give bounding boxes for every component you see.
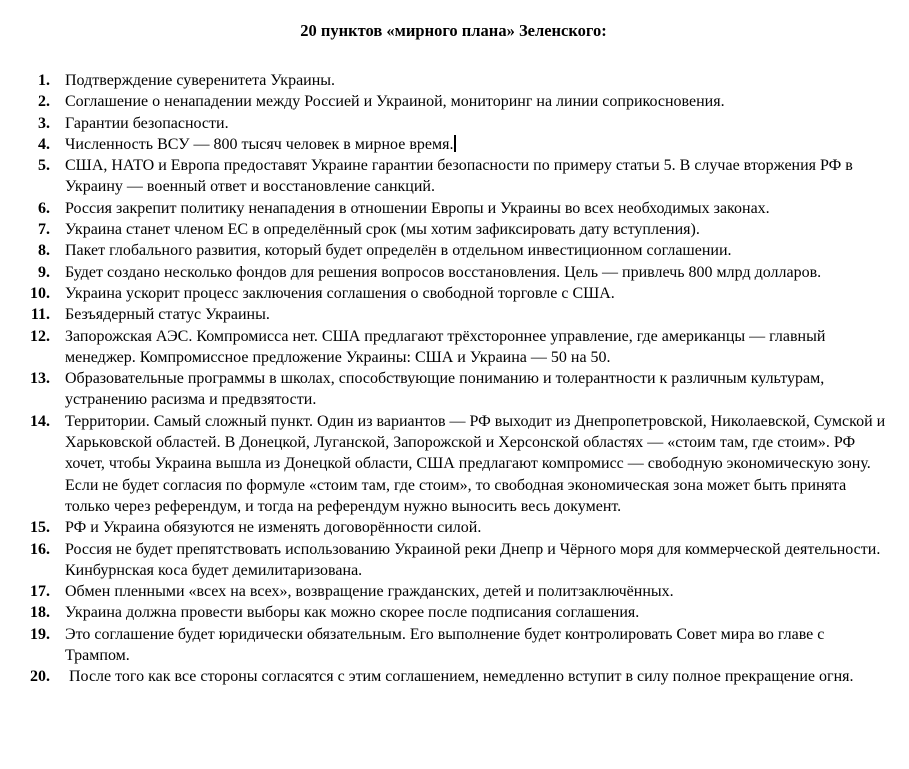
item-number: 15.	[30, 519, 50, 537]
item-number: 9.	[38, 263, 50, 281]
item-text[interactable]: Обмен пленными «всех на всех», возвращение гражданских, детей и политзаключённых.	[65, 583, 674, 601]
item-number: 7.	[38, 221, 50, 239]
document-title[interactable]: 20 пунктов «мирного плана» Зеленского:	[300, 21, 607, 40]
list-item	[20, 155, 887, 198]
item-text[interactable]: Запорожская АЭС. Компромисса нет. США предлагают трёхстороннее управление, где американцы — главный менеджер. Компромиссное предложение Украины: США и Украина — 50 на 50.	[65, 327, 830, 366]
item-text[interactable]: Это соглашение будет юридически обязательным. Его выполнение будет контролировать Совет мира во главе с Трампом.	[65, 625, 829, 665]
list-item	[20, 326, 887, 369]
item-number: 20.	[30, 668, 50, 686]
item-number: 18.	[30, 604, 50, 622]
item-text[interactable]: Образовательные программы в школах, способствующие пониманию и толерантности к различным культурам, устранению расизма и предвзятости.	[65, 370, 829, 409]
text-cursor	[454, 135, 456, 152]
list-item	[20, 602, 887, 623]
item-text[interactable]: Украина ускорит процесс заключения соглашения о свободной торговле с США.	[65, 284, 615, 302]
list-item	[20, 283, 887, 304]
item-text[interactable]: Подтверждение суверенитета Украины.	[65, 72, 336, 89]
list-item	[20, 581, 887, 602]
item-text[interactable]: Соглашение о ненападении между Россией и Украиной, мониторинг на линии соприкосновения.	[65, 93, 725, 111]
item-number: 1.	[38, 72, 50, 89]
item-text[interactable]: Гарантии безопасности.	[65, 114, 229, 132]
list-item	[20, 368, 887, 411]
list-item	[20, 91, 887, 112]
item-text[interactable]: Украина должна провести выборы как можно скорее после подписания соглашения.	[65, 604, 640, 622]
list-item	[20, 539, 887, 582]
item-text[interactable]: Безъядерный статус Украины.	[65, 306, 270, 324]
list-item	[20, 219, 887, 240]
item-number: 16.	[30, 540, 50, 558]
item-text[interactable]: США, НАТО и Европа предоставят Украине гарантии безопасности по примеру статьи 5. В случае вторжения РФ в Украину — военный ответ и восстановление санкций.	[65, 157, 857, 196]
item-number: 5.	[38, 157, 50, 175]
item-number: 8.	[38, 242, 50, 260]
item-number: 17.	[30, 583, 50, 601]
item-text[interactable]: Территории. Самый сложный пункт. Один из вариантов — РФ выходит из Днепропетровской, Николаевской, Сумской и Харьковской областей. В Донецкой, Луганской, Запорожской и Херсонской областях — «стоим там, где стоим». РФ хочет, чтобы Украина вышла из Донецкой области, США предлагают компромисс — свободную экономическую зону. Если не будет согласия по формуле «стоим там, где стоим», то свободная экономическая зона может быть принята только через референдум, и тогда на референдум нужно выносить весь документ.	[65, 412, 890, 515]
list-item	[20, 134, 887, 155]
list-item	[20, 198, 887, 219]
list-item	[20, 624, 887, 667]
item-number: 6.	[38, 199, 50, 217]
list-item	[20, 304, 887, 325]
item-number: 19.	[30, 625, 50, 643]
list-item	[20, 517, 887, 538]
item-number: 4.	[38, 135, 50, 153]
item-number: 12.	[30, 327, 50, 345]
item-number: 10.	[30, 284, 50, 302]
item-number: 3.	[38, 114, 50, 132]
item-text[interactable]: Украина станет членом ЕС в определённый срок (мы хотим зафиксировать дату вступления).	[65, 221, 700, 239]
list-item	[20, 666, 887, 687]
list-item	[20, 411, 890, 517]
item-text[interactable]: РФ и Украина обязуются не изменять договорённости силой.	[65, 519, 482, 537]
item-number: 2.	[38, 93, 50, 111]
item-number: 11.	[30, 306, 50, 324]
list-item	[20, 240, 887, 261]
points-list	[20, 70, 890, 688]
list-item	[20, 113, 887, 134]
item-text[interactable]: Россия не будет препятствовать использованию Украиной реки Днепр и Чёрного моря для коммерческой деятельности. Кинбурнская коса будет демилитаризована.	[65, 540, 885, 579]
item-text[interactable]: Россия закрепит политику ненападения в отношении Европы и Украины во всех необходимых законах.	[65, 199, 770, 217]
item-text[interactable]: Пакет глобального развития, который будет определён в отдельном инвестиционном соглашении.	[65, 242, 732, 260]
item-text[interactable]: Будет создано несколько фондов для решения вопросов восстановления. Цель — привлечь 800 млрд долларов.	[65, 263, 822, 281]
list-item	[20, 262, 887, 283]
list-item	[20, 70, 887, 91]
item-number: 13.	[30, 370, 50, 388]
item-text[interactable]: Численность ВСУ — 800 тысяч человек в мирное время.	[65, 134, 887, 155]
item-text[interactable]: После того как все стороны согласятся с этим соглашением, немедленно вступит в силу полное прекращение огня.	[65, 668, 854, 686]
item-number: 14.	[30, 412, 50, 430]
